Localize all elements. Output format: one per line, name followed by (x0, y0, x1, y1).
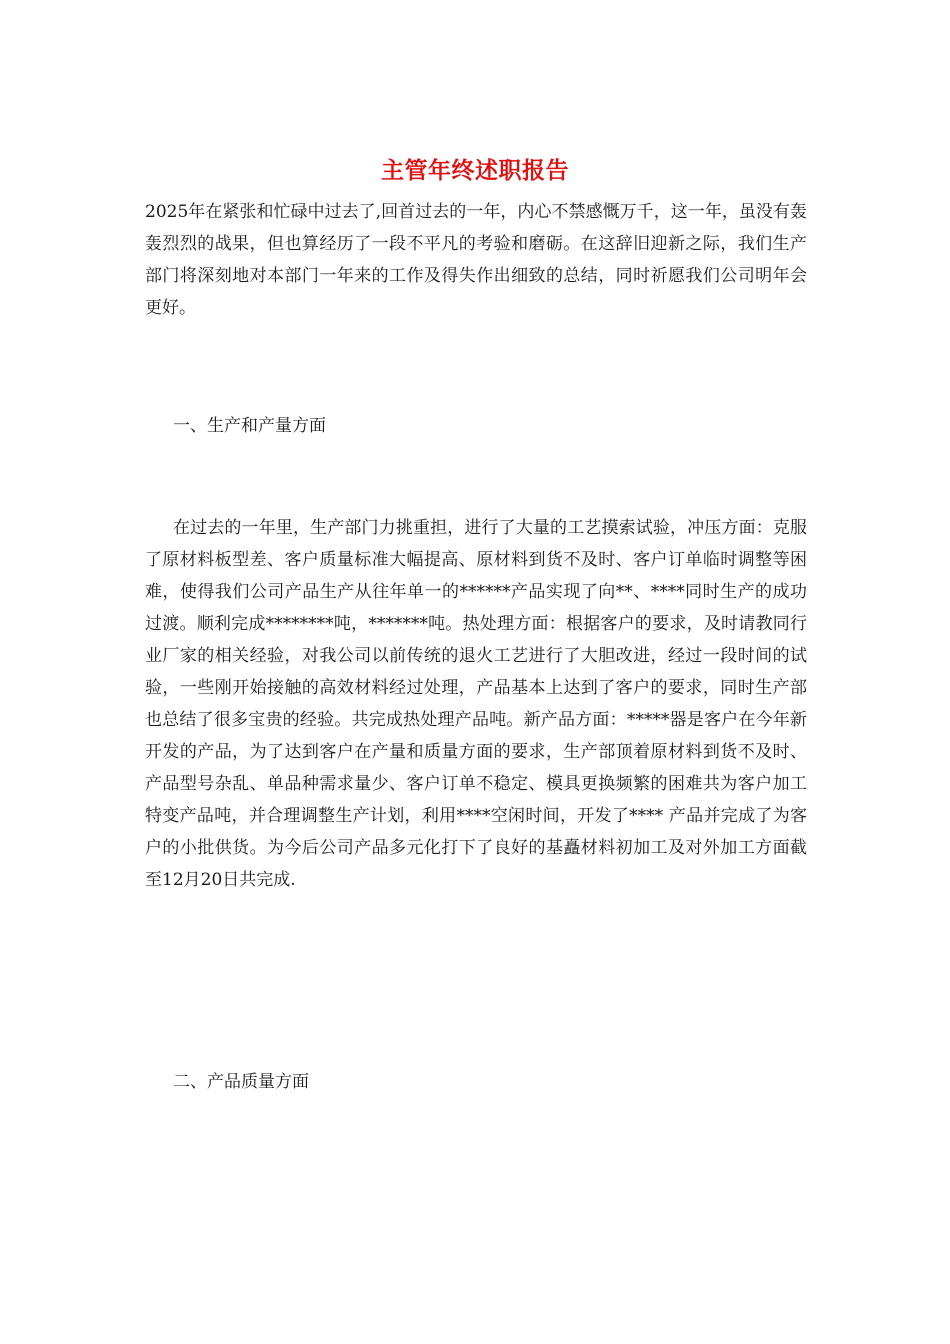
section-body-production: 在过去的一年里，生产部门力挑重担，进行了大量的工艺摸索试验，冲压方面：克服了原材料板型差、客户质量标准大幅提高、原材料到货不及时、客户订单临时调整等困难，使得我们公司产品生产从往年单一的******产品实现了向**、****同时生产的成功过渡。顺利完成********吨，*******吨。热处理方面：根据客户的要求，及时请教同行业厂家的相关经验，对我公司以前传统的退火工艺进行了大胆改进，经过一段时间的试验，一些刚开始接触的高效材料经过处理，产品基本上达到了客户的要求，同时生产部也总结了很多宝贵的经验。共完成热处理产品吨。新产品方面：*****器是客户在今年新开发的产品，为了达到客户在产量和质量方面的要求，生产部顶着原材料到货不及时、产品型号杂乱、单品种需求量少、客户订单不稳定、模具更换频繁的困难共为客户加工特变产品吨，并合理调整生产计划，利用****空闲时间，开发了**** 产品并完成了为客户的小批供货。为今后公司产品多元化打下了良好的基矗材料初加工及对外加工方面截至12月20日共完成. (145, 518, 807, 890)
section-heading-quality: 二、产品质量方面 (173, 1072, 309, 1092)
intro-paragraph: 2025年在紧张和忙碌中过去了,回首过去的一年，内心不禁感慨万千，这一年，虽没有轰轰烈烈的战果，但也算经历了一段不平凡的考验和磨砺。在这辞旧迎新之际，我们生产部门将深刻地对本部门一年来的工作及得失作出细致的总结，同时祈愿我们公司明年会更好。 (145, 202, 807, 318)
document-title: 主管年终述职报告 (381, 158, 569, 184)
section-heading-production: 一、生产和产量方面 (173, 416, 326, 436)
